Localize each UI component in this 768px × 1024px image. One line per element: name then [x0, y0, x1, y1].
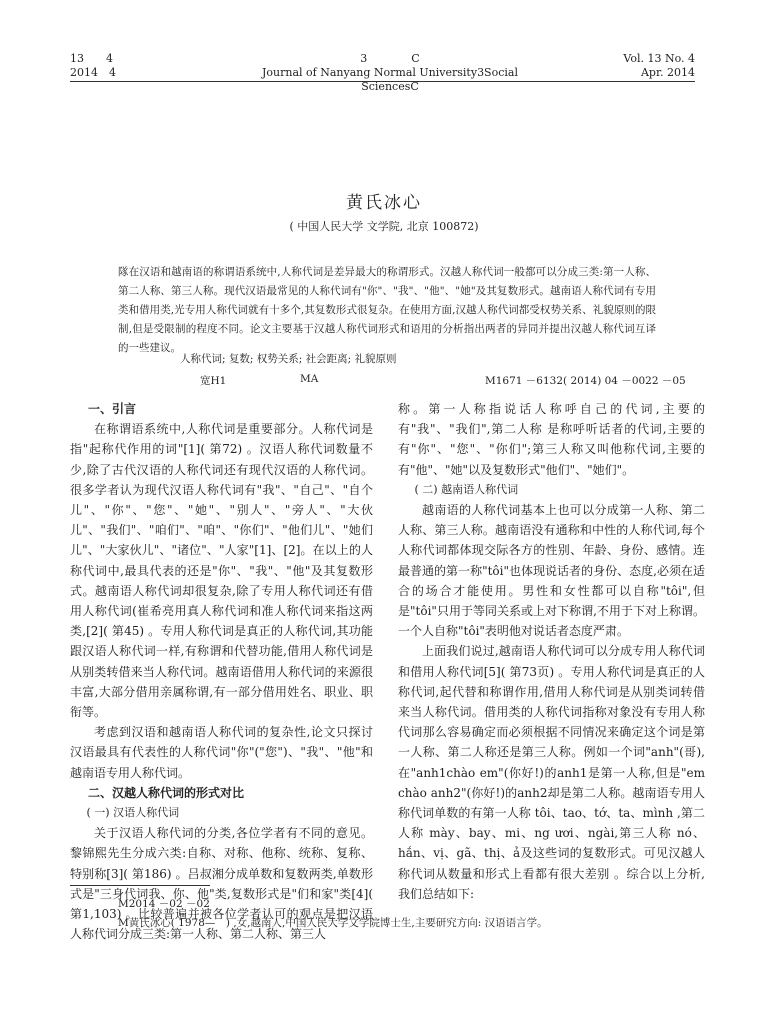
- keywords: 人称代词; 复数; 权势关系; 社会距离; 礼貌原则: [180, 353, 397, 365]
- subsection-heading: ( 一) 汉语人称代词: [86, 806, 180, 820]
- journal-volume: Vol. 13 No. 4 Apr. 2014: [623, 52, 695, 79]
- author-affiliation: ( 中国人民大学 文学院, 北京 100872): [289, 220, 479, 233]
- clc-number: 宽H1: [200, 375, 227, 387]
- section-heading: 一、引言: [88, 402, 137, 416]
- section-heading: 二、汉越人称代词的形式对比: [88, 785, 245, 800]
- doc-code: MA: [300, 373, 319, 385]
- abstract: 隊在汉语和越南语的称谓语系统中,人称代词是差异最大的称谓形式。汉越人称代词一般都可以分成三类:第一人称、第二人称、第三人称。现代汉语最常见的人称代词有"你"、"我"、"他"、"她"及其复数形式。越南语人称代词有专用类和借用类,光专用人称代词就有十多个,其复数形式很复杂。在使用方面,汉越人称代词都受权势关系、礼貌原则的限制,但是受限制的程度不同。论文主要基于汉越人称代词形式和语用的分析指出两者的异同并提出汉越人称代词互译的一些建议。: [118, 266, 656, 354]
- body-paragraph: 关于汉语人称代词的分类,各位学者有不同的意见。黎锦熙先生分成六类:自称、对称、他称、统称、复称、特别称[3]( 第186) 。吕叔湘分成单数和复数两类,单数形式是"三身代词我、你、他"类,复数形式是"们和家"类[4]( 第1,103) 。比较普遍并被各位学者认可的观点是把汉语人称代词分成三类:第一人称、第二人称、第三人: [70, 826, 373, 942]
- body-paragraph: 称。第一人称指说话人称呼自己的代词,主要的有"我"、"我们",第二人称 是称呼听话者的代词,主要的有"你"、"您"、"你们";第三人称又叫他称代词,主要的有"他"、"她"以及复数形式"他们"、"她们"。: [398, 402, 705, 477]
- body-paragraph: 在称谓语系统中,人称代词是重要部分。人称代词是指"起称代作用的词"[1]( 第72) 。汉语人称代词数量不少,除了古代汉语的人称代词还有现代汉语的人称代词。很多学者认为现代汉语人称代词有"我"、"自己"、"自个儿"、"你"、"您"、"她"、"别人"、"旁人"、"大伙儿"、"我们"、"咱们"、"咱"、"你们"、"他们儿"、"她们儿"、"大家伙儿"、"诸位"、"人家"[1]、[2]。在以上的人称代词中,最具代表的还是"你"、"我"、"他"及其复数形式。越南语人称代词却很复杂,除了专用人称代词还有借用人称代词(崔希亮用真人称代词和准人称代词来指这两类,[2]( 第45) 。专用人称代词是真正的人称代词,其功能跟汉语人称代词一样,有称谓和代替功能,借用人称代词是从别类转借来当人称代词。越南语借用人称代词的来源很丰富,大部分借用亲属称谓,有一部分借用姓名、职业、职衔等。: [70, 422, 373, 720]
- journal-name: 3 C Journal of Nanyang Normal University3Social SciencesC: [262, 52, 518, 93]
- body-paragraph: 越南语的人称代词基本上也可以分成第一人称、第二人称、第三人称。越南语没有通称和中性的人称代词,每个人称代词都体现交际各方的性别、年龄、身份、感情。连最普通的第一称"tôi"也体现说话者的身份、态度,必须在适合的场合才能使用。男性和女性都可以自称"tôi",但是"tôi"只用于等同关系或上对下称谓,不用于下对上称谓。一个人自称"tôi"表明他对说话者态度严肃。: [398, 503, 705, 639]
- author-bio: M黄氏冰心( 1978— ) ,女,越南人,中国人民大学文学院博士生,主要研究方向: 汉语语言学。: [118, 917, 548, 929]
- subsection-heading: ( 二) 越南语人称代词: [414, 482, 519, 496]
- received-date: M2014 －02 －02: [118, 898, 210, 910]
- author-name: 黄氏冰心: [346, 193, 422, 213]
- body-paragraph: 上面我们说过,越南语人称代词可以分成专用人称代词和借用人称代词[5]( 第73页) 。专用人称代词是真正的人称代词,起代替和称谓作用,借用人称代词是从别类词转借来当人称代词。借用类的人称代词指称对象没有专用人称代词那么容易确定而必须根据不同情况来确定这个词是第一人称、第二人称还是第三人称。例如一个词"anh"(哥),在"anh1chào em"(你好!)的anh1是第一人称,但是"em chào anh2"(你好!)的anh2却是第二人称。越南语专用人称代词单数的有第一人称 tôi、tao、tớ、ta、mình ,第二人称 mày、bay、mi、ng ươi、ngài,第三人称 nó、hắn、vị、gã、thị、ả及这些词的复数形式。可见汉越人称代词从数量和形式上看都有很大差别 。综合以上分析,我们总结如下:: [398, 644, 705, 901]
- body-paragraph: 考虑到汉语和越南语人称代词的复杂性,论文只探讨汉语最具有代表性的人称代词"你"("您")、"我"、"他"和越南语专用人称代词。: [70, 725, 373, 780]
- body-column-right: [398, 399, 705, 904]
- body-column-left: [70, 399, 373, 944]
- journal-issue-cn: 13 4 2014 4: [70, 52, 116, 79]
- header-rule: [70, 81, 695, 82]
- article-id: M1671 －6132( 2014) 04 －0022 －05: [485, 375, 686, 387]
- footnote-rule: [70, 885, 210, 886]
